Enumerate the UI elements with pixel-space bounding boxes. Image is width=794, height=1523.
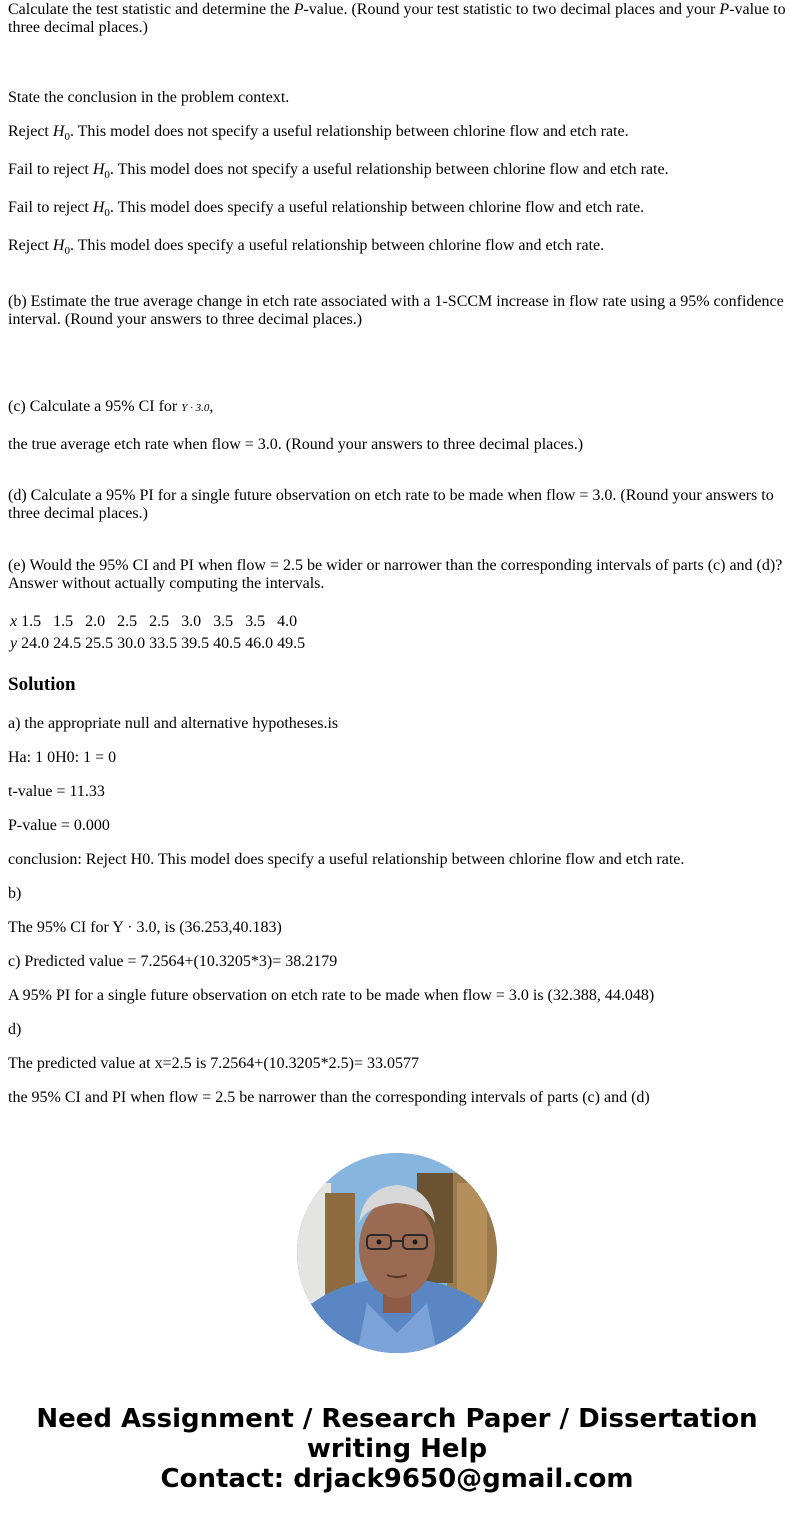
h-subscript: 0 <box>64 245 70 257</box>
x-value-cell: 1.5 <box>21 613 42 630</box>
h-subscript: 0 <box>64 131 70 143</box>
y-value-cell: 39.5 <box>181 635 210 652</box>
promo-line-2: writing Help <box>306 1434 488 1464</box>
solution-line: The predicted value at x=2.5 is 7.2564+(10.3205*2.5)= 33.0577 <box>8 1055 419 1072</box>
y-value-cell: 46.0 <box>245 635 274 652</box>
x-value-cell: 3.0 <box>181 613 202 630</box>
data-table <box>8 611 307 655</box>
part-a-calc-text: Calculate the test statistic and determine the P-value. (Round your test statistic to two decimal places and your P-value to three decimal places.) <box>8 1 786 36</box>
promo-contact[interactable]: Contact: drjack9650@gmail.com <box>160 1464 634 1494</box>
part-c-suffix: , <box>209 398 214 415</box>
h-symbol: H <box>92 161 105 178</box>
solution-line: the 95% CI and PI when flow = 2.5 be narrower than the corresponding intervals of parts (c) and (d) <box>8 1089 650 1106</box>
option-prefix: Fail to reject <box>8 199 89 216</box>
solution-line: t-value = 11.33 <box>8 783 105 800</box>
h-subscript: 0 <box>104 169 110 181</box>
solution-line: A 95% PI for a single future observation on etch rate to be made when flow = 3.0 is (32.388, 44.048) <box>8 987 655 1004</box>
part-c-line2: the true average etch rate when flow = 3.0. (Round your answers to three decimal places.) <box>8 436 584 453</box>
option-3[interactable] <box>8 199 786 217</box>
avatar <box>297 1153 497 1353</box>
option-text: . This model does specify a useful relationship between chlorine flow and etch rate. <box>109 199 645 216</box>
y-row <box>8 633 307 655</box>
solution-heading: Solution <box>8 674 76 695</box>
part-c-line1 <box>8 398 786 417</box>
solution-line: b) <box>8 885 22 902</box>
x-value-cell: 1.5 <box>53 613 74 630</box>
part-c-prefix: (c) Calculate a 95% CI for <box>8 398 178 415</box>
x-value-cell: 3.5 <box>213 613 234 630</box>
part-b-text: (b) Estimate the true average change in etch rate associated with a 1-SCCM increase in flow rate using a 95% confidence interval. (Round your answers to three decimal places.) <box>8 293 784 328</box>
y-value-cell: 49.5 <box>277 635 306 652</box>
y-value-cell: 30.0 <box>117 635 146 652</box>
x-label: x <box>10 613 18 630</box>
solution-line: conclusion: Reject H0. This model does specify a useful relationship between chlorine flow and etch rate. <box>8 851 685 868</box>
y-value-cell: 33.5 <box>149 635 178 652</box>
y-label: y <box>10 635 18 652</box>
y-value-cell: 25.5 <box>85 635 114 652</box>
option-text: . This model does not specify a useful relationship between chlorine flow and etch rate. <box>69 123 629 140</box>
option-4[interactable] <box>8 237 786 255</box>
solution-line: d) <box>8 1021 22 1038</box>
option-text: . This model does specify a useful relationship between chlorine flow and etch rate. <box>69 237 605 254</box>
h-symbol: H <box>52 123 65 140</box>
solution-line: c) Predicted value = 7.2564+(10.3205*3)= 38.2179 <box>8 953 338 970</box>
part-d-text: (d) Calculate a 95% PI for a single future observation on etch rate to be made when flow = 3.0. (Round your answers to three decimal places.) <box>8 487 774 522</box>
x-value-cell: 2.5 <box>149 613 170 630</box>
solution-line: P-value = 0.000 <box>8 817 110 834</box>
y-value-cell: 24.5 <box>53 635 82 652</box>
h-symbol: H <box>92 199 105 216</box>
y-value-cell: 40.5 <box>213 635 242 652</box>
option-prefix: Fail to reject <box>8 161 89 178</box>
x-value-cell: 3.5 <box>245 613 266 630</box>
h-subscript: 0 <box>104 207 110 219</box>
option-2[interactable] <box>8 161 786 179</box>
x-value-cell: 2.0 <box>85 613 106 630</box>
x-value-cell: 4.0 <box>277 613 298 630</box>
y-value-cell: 24.0 <box>21 635 50 652</box>
promo-line-1: Need Assignment / Research Paper / Dissertation <box>36 1404 758 1434</box>
part-e-text: (e) Would the 95% CI and PI when flow = 2.5 be wider or narrower than the corresponding intervals of parts (c) and (d)? Answer without actually computing the intervals. <box>8 557 783 592</box>
option-text: . This model does not specify a useful relationship between chlorine flow and etch rate. <box>109 161 669 178</box>
x-value-cell: 2.5 <box>117 613 138 630</box>
part-c-symbol: Y · 3.0 <box>181 402 210 414</box>
h-symbol: H <box>52 237 65 254</box>
option-1[interactable] <box>8 123 786 141</box>
avatar-photo <box>297 1153 497 1353</box>
solution-line: The 95% CI for Y · 3.0, is (36.253,40.183) <box>8 919 282 936</box>
solution-line: Ha: 1 0H0: 1 = 0 <box>8 749 117 766</box>
solution-line: a) the appropriate null and alternative hypotheses.is <box>8 715 339 732</box>
promo-banner <box>0 1404 794 1494</box>
state-conclusion-text: State the conclusion in the problem context. <box>8 89 290 106</box>
x-row <box>8 611 307 633</box>
option-prefix: Reject <box>8 237 49 254</box>
option-prefix: Reject <box>8 123 49 140</box>
